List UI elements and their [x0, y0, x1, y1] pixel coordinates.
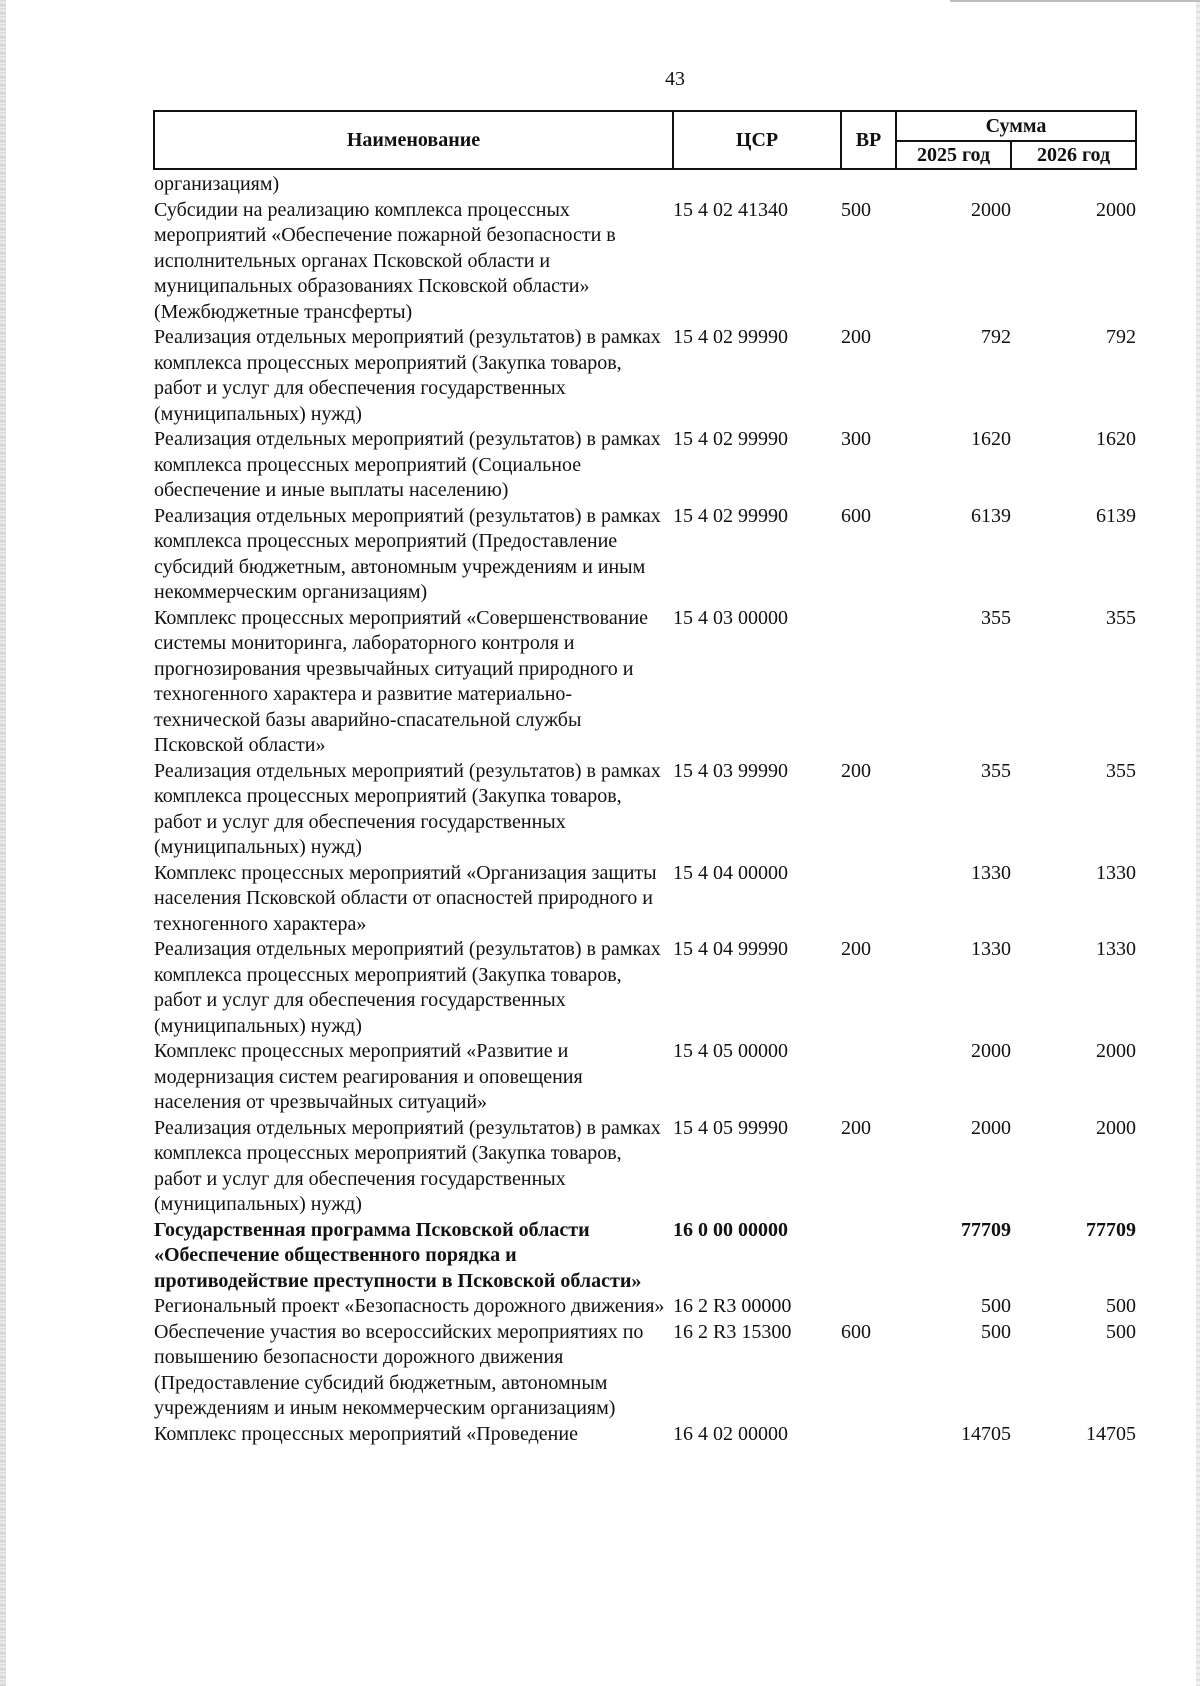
- row-name: Комплекс процессных мероприятий «Организация защиты населения Псковской области от опасностей природного и техногенного характера»: [154, 861, 657, 935]
- row-name: Комплекс процессных мероприятий «Развитие и модернизация систем реагирования и оповещения населения от чрезвычайных ситуаций»: [154, 1040, 583, 1113]
- table-row: [154, 325, 1136, 427]
- table-row: [154, 759, 1136, 861]
- row-csr-code: 16 2 R3 00000: [673, 1295, 792, 1317]
- table-row: [154, 606, 1136, 759]
- row-vr-code: 500: [841, 198, 871, 221]
- row-sum-2026: 355: [1106, 759, 1137, 782]
- row-name: Комплекс процессных мероприятий «Совершенствование системы мониторинга, лабораторного контроля и прогнозирования чрезвычайных ситуаций природного и техногенного характера и развитие материально-технической базы аварийно-спасательной службы Псковской области»: [154, 606, 649, 756]
- row-sum-2026: 77709: [1086, 1218, 1137, 1241]
- row-sum-2025: 792: [981, 326, 1011, 348]
- header-csr: ЦСР: [673, 111, 841, 169]
- table-row: [154, 1218, 1136, 1295]
- row-sum-2025: 1620: [971, 428, 1011, 450]
- row-sum-2025: 1330: [971, 938, 1011, 960]
- row-sum-2025: 500: [981, 1295, 1011, 1317]
- row-csr-code: 15 4 04 99990: [673, 938, 788, 960]
- row-csr-code: 15 4 03 99990: [673, 759, 788, 782]
- row-sum-2025: 500: [981, 1320, 1011, 1343]
- scan-top-line: [950, 0, 1200, 2]
- header-vr: ВР: [841, 111, 896, 169]
- row-name: Реализация отдельных мероприятий (результатов) в рамках комплекса процессных мероприятий (Социальное обеспечение и иные выплаты населению): [154, 428, 661, 501]
- table-row: [154, 1116, 1136, 1218]
- table-row: [154, 1294, 1136, 1320]
- table-row: [154, 198, 1136, 326]
- header-year-2025: 2025 год: [896, 141, 1011, 169]
- row-sum-2026: 6139: [1096, 504, 1137, 527]
- row-name: Реализация отдельных мероприятий (результатов) в рамках комплекса процессных мероприятий (Закупка товаров, работ и услуг для обеспечения государственных (муниципальных) нужд): [154, 326, 661, 425]
- page-number: 43: [665, 68, 685, 90]
- table-row: [154, 1039, 1136, 1116]
- row-sum-2026: 1620: [1096, 428, 1137, 450]
- row-vr-code: [841, 1294, 896, 1320]
- row-sum-2026: 1330: [1096, 938, 1137, 960]
- row-sum-2025: 355: [981, 606, 1011, 629]
- row-vr-code: [841, 1218, 896, 1295]
- row-csr-code: [673, 169, 841, 198]
- table-body: [154, 169, 1136, 1447]
- table-row: [154, 937, 1136, 1039]
- row-vr-code: [841, 1039, 896, 1116]
- table-row: [154, 861, 1136, 938]
- row-vr-code: [841, 861, 896, 938]
- header-name: Наименование: [154, 111, 673, 169]
- row-vr-code: 300: [841, 428, 871, 450]
- row-sum-2026: 500: [1106, 1295, 1137, 1317]
- row-vr-code: 200: [841, 759, 871, 782]
- row-csr-code: 15 4 05 99990: [673, 1116, 788, 1139]
- row-vr-code: 600: [841, 504, 871, 527]
- row-sum-2026: 2000: [1096, 198, 1137, 221]
- row-sum-2025: 2000: [971, 1040, 1011, 1062]
- row-name: Комплекс процессных мероприятий «Проведение: [154, 1422, 578, 1445]
- row-name: Субсидии на реализацию комплекса процессных мероприятий «Обеспечение пожарной безопасности в исполнительных органах Псковской области и муниципальных образованиях Псковской области» (Межбюджетные трансферты): [154, 198, 616, 323]
- row-name: Государственная программа Псковской области «Обеспечение общественного порядка и противодействие преступности в Псковской области»: [154, 1218, 642, 1292]
- row-vr-code: 600: [841, 1320, 871, 1343]
- row-name: Реализация отдельных мероприятий (результатов) в рамках комплекса процессных мероприятий (Закупка товаров, работ и услуг для обеспечения государственных (муниципальных) нужд): [154, 1116, 661, 1215]
- row-vr-code: 200: [841, 938, 871, 960]
- row-name: Реализация отдельных мероприятий (результатов) в рамках комплекса процессных мероприятий (Закупка товаров, работ и услуг для обеспечения государственных (муниципальных) нужд): [154, 759, 661, 858]
- scan-edge-left: [0, 0, 6, 1686]
- table-row: [154, 1422, 1136, 1448]
- budget-table: [153, 110, 1137, 1447]
- row-sum-2026: 2000: [1096, 1040, 1137, 1062]
- row-name: Обеспечение участия во всероссийских мероприятиях по повышению безопасности дорожного движения (Предоставление субсидий бюджетным, автономным учреждениям и иным некоммерческим организациям): [154, 1320, 644, 1419]
- row-sum-2026: 14705: [1086, 1422, 1137, 1445]
- row-name: организациям): [154, 173, 280, 195]
- row-sum-2026: 792: [1106, 326, 1137, 348]
- row-sum-2026: 500: [1106, 1320, 1137, 1343]
- table-row: [154, 504, 1136, 606]
- row-sum-2026: 355: [1106, 606, 1137, 629]
- row-vr-code: [841, 1422, 896, 1448]
- row-sum-2025: 2000: [971, 198, 1011, 221]
- row-sum-2026: [1011, 169, 1136, 198]
- row-csr-code: 15 4 02 99990: [673, 504, 788, 527]
- row-name: Региональный проект «Безопасность дорожного движения»: [154, 1295, 665, 1317]
- table-row: [154, 427, 1136, 504]
- row-name: Реализация отдельных мероприятий (результатов) в рамках комплекса процессных мероприятий (Закупка товаров, работ и услуг для обеспечения государственных (муниципальных) нужд): [154, 938, 661, 1037]
- table-header: [154, 111, 1136, 169]
- row-vr-code: [841, 169, 896, 198]
- row-sum-2026: 1330: [1096, 861, 1137, 884]
- row-csr-code: 15 4 02 41340: [673, 198, 788, 221]
- row-csr-code: 15 4 02 99990: [673, 428, 788, 450]
- row-vr-code: 200: [841, 326, 871, 348]
- row-sum-2025: 2000: [971, 1116, 1011, 1139]
- row-sum-2025: 355: [981, 759, 1011, 782]
- header-year-2026: 2026 год: [1011, 141, 1136, 169]
- row-csr-code: 15 4 02 99990: [673, 326, 788, 348]
- row-csr-code: 15 4 05 00000: [673, 1040, 788, 1062]
- scan-edge-right: [1196, 0, 1200, 1686]
- row-csr-code: 15 4 03 00000: [673, 606, 788, 629]
- row-csr-code: 16 0 00 00000: [673, 1218, 788, 1241]
- table-row: [154, 1320, 1136, 1422]
- row-vr-code: [841, 606, 896, 759]
- row-vr-code: 200: [841, 1116, 871, 1139]
- row-sum-2025: 1330: [971, 861, 1011, 884]
- row-sum-2025: 77709: [961, 1218, 1011, 1241]
- row-csr-code: 16 4 02 00000: [673, 1422, 788, 1445]
- row-csr-code: 16 2 R3 15300: [673, 1320, 792, 1343]
- row-csr-code: 15 4 04 00000: [673, 861, 788, 884]
- row-sum-2025: 6139: [971, 504, 1011, 527]
- table-row: [154, 169, 1136, 198]
- row-sum-2026: 2000: [1096, 1116, 1137, 1139]
- row-sum-2025: [896, 169, 1011, 198]
- row-sum-2025: 14705: [961, 1422, 1011, 1445]
- header-sum: Сумма: [896, 111, 1136, 141]
- row-name: Реализация отдельных мероприятий (результатов) в рамках комплекса процессных мероприятий (Предоставление субсидий бюджетным, автономным учреждениям и иным некоммерческим организациям): [154, 504, 661, 603]
